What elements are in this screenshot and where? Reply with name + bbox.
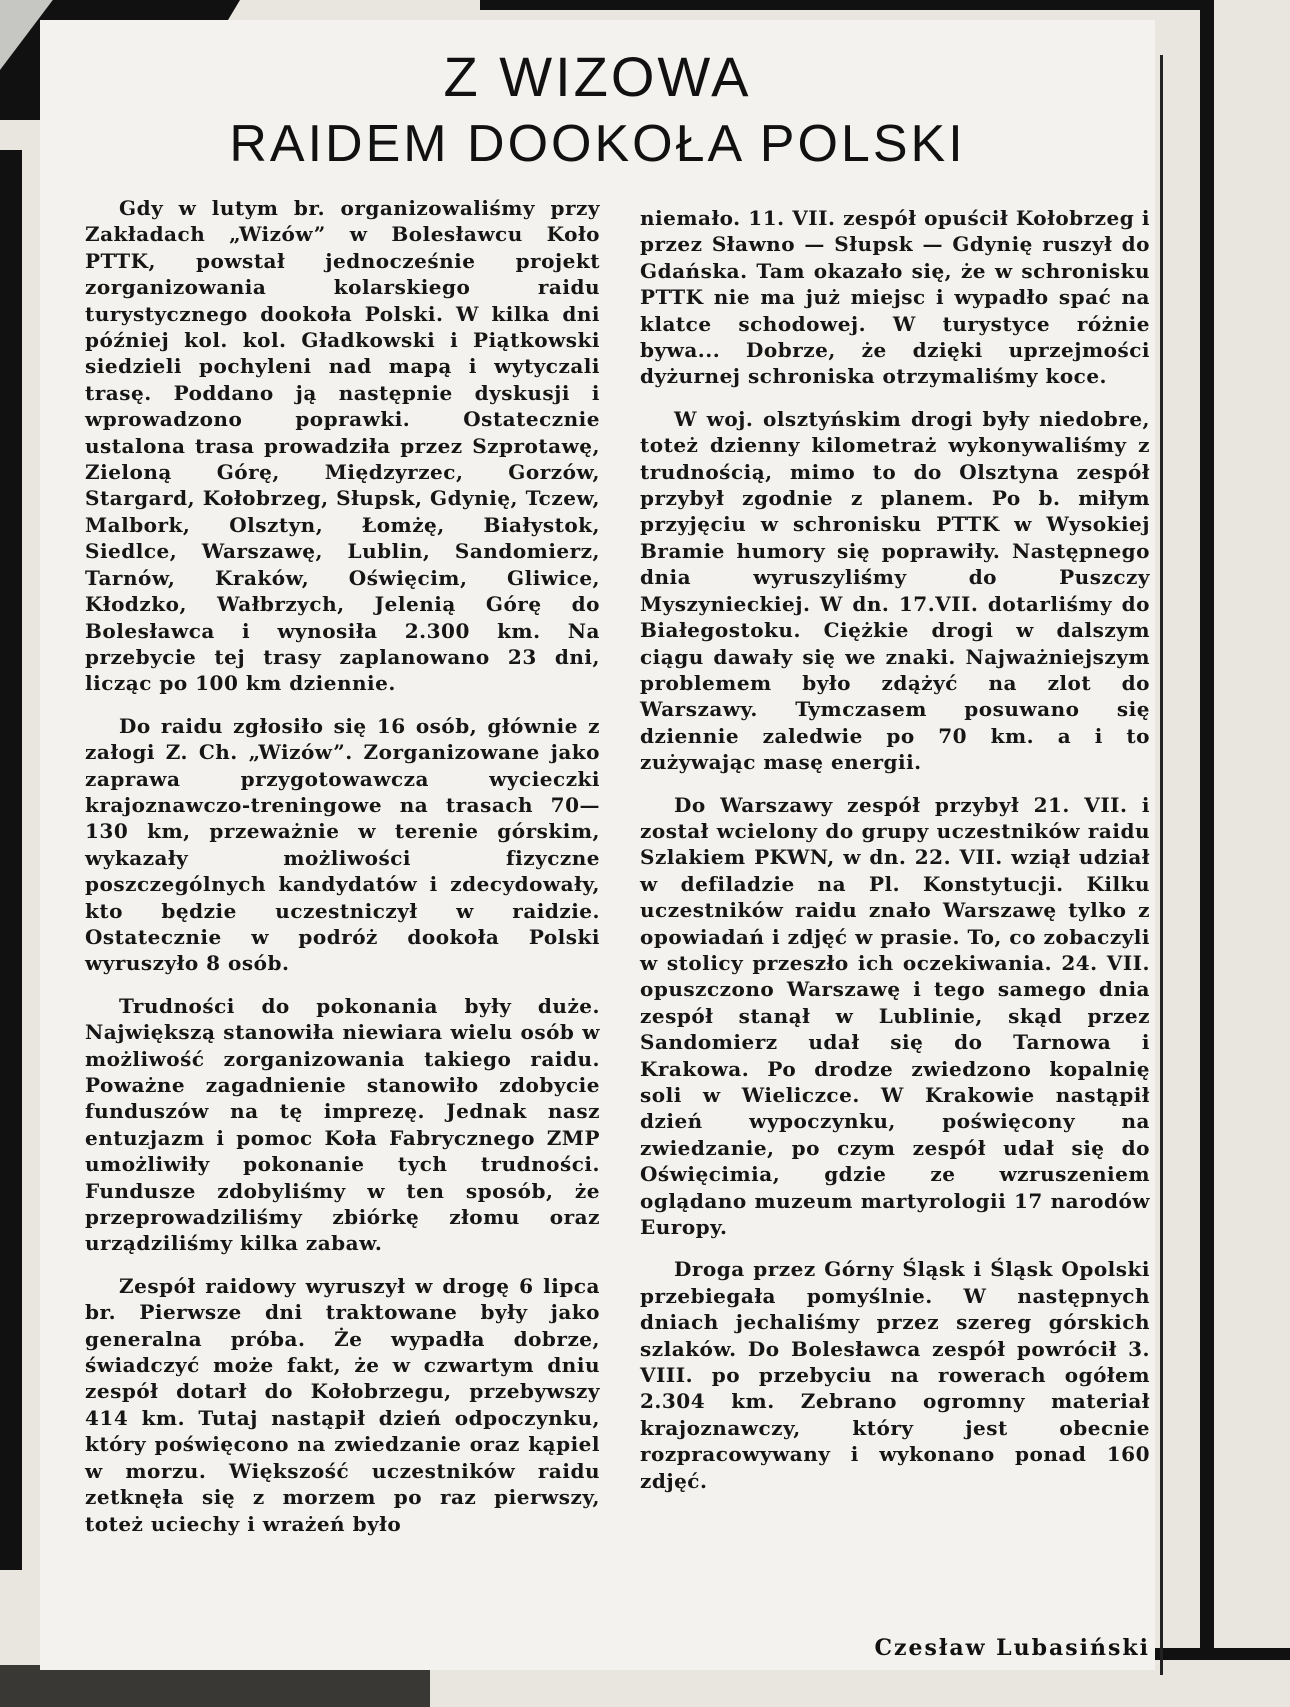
page-border-top [480,0,1210,10]
photo-strip-bottom [0,1665,430,1707]
paragraph: W woj. olsztyńskim drogi były niedobre, toteż dzienny kilometraż wykonywaliśmy z trudnością, mimo to do Olsztyna zespół przybył zgodnie z planem. Po b. miłym przyjęciu w schronisku PTTK w Wysokiej Bramie humory się poprawiły. Następnego dnia wyruszyliśmy do Puszczy Myszynieckiej. W dn. 17.VII. dotarliśmy do Białegostoku. Ciężkie drogi w dalszym ciągu dawały się we znaki. Najważniejszym problemem było zdążyć na zlot do Warszawy. Tymczasem posuwano się dziennie zaledwie po 70 km. a i to zużywając masę energii. [640,406,1150,775]
paragraph: Do Warszawy zespół przybył 21. VII. i został wcielony do grupy uczestników raidu Szlakiem PKWN, w dn. 22. VII. wziął udział w defiladzie na Pl. Konstytucji. Kilku uczestników raidu znało Warszawę tylko z opowiadań i zdjęć w prasie. To, co zobaczyli w stolicy przeszło ich oczekiwania. 24. VII. opuszczono Warszawę i tego samego dnia zespół stanął w Lublinie, skąd przez Sandomierz udał się do Tarnowa i Krakowa. Po drodze zwiedzono kopalnię soli w Wieliczce. W Krakowie nastąpił dzień wypoczynku, poświęcony na zwiedzanie, po czym zespół udał się do Oświęcimia, gdzie ze wzruszeniem oglądano muzeum martyrologii 17 narodów Europy. [640,792,1150,1240]
page-border-left [0,150,22,1570]
paragraph: Zespół raidowy wyruszył w drogę 6 lipca br. Pierwsze dni traktowane były jako generalna próba. Że wypadła dobrze, świadczyć może fakt, że w czwartym dniu zespół dotarł do Kołobrzegu, przebywszy 414 km. Tutaj nastąpił dzień odpoczynku, który poświęcono na zwiedzanie oraz kąpiel w morzu. Większość uczestników raidu zetknęła się z morzem po raz pierwszy, toteż uciechy i wrażeń było [85,1273,600,1536]
article-column-right [640,205,1150,1510]
paragraph: Trudności do pokonania były duże. Największą stanowiła niewiara wielu osób w możliwość zorganizowania takiego raidu. Poważne zagadnienie stanowiło zdobycie funduszów na tę imprezę. Jednak nasz entuzjazm i pomoc Koła Fabrycznego ZMP umożliwiły pokonanie tych trudności. Fundusze zdobyliśmy w ten sposób, że przeprowadziliśmy zbiórkę złomu oraz urządziliśmy kilka zabaw. [85,993,600,1256]
title-line-2: RAIDEM DOOKOŁA POLSKI [229,115,966,173]
title-line-1: Z WIZOWA [443,45,752,108]
paragraph: Droga przez Górny Śląsk i Śląsk Opolski przebiegała pomyślnie. W następnych dniach jechaliśmy przez szereg górskich szlaków. Do Bolesławca zespół powrócił 3. VIII. po przebyciu na rowerach ogółem 2.304 km. Zebrano ogromny materiał krajoznawczy, który jest obecnie rozpracowywany i wykonano ponad 160 zdjęć. [640,1257,1150,1493]
paragraph: niemało. 11. VII. zespół opuścił Kołobrzeg i przez Sławno — Słupsk — Gdynię ruszył do Gdańska. Tam okazało się, że w schronisku PTTK nie ma już miejsc i wypadło spać na klatce schodowej. W turystyce różnie bywa... Dobrze, że dzięki uprzejmości dyżurnej schroniska otrzymaliśmy koce. [640,206,1150,389]
paragraph: Do raidu zgłosiło się 16 osób, głównie z załogi Z. Ch. „Wizów”. Zorganizowane jako zaprawa przygotowawcza wycieczki krajoznawczo-treningowe na trasach 70—130 km, przeważnie w terenie górskim, wykazały możliwości fizyczne poszczególnych kandydatów i zdecydowały, kto będzie uczestniczył w raidzie. Ostatecznie w podróż dookoła Polski wyruszyło 8 osób. [85,713,600,976]
article-column-left [85,195,600,1553]
author-signature: Czesław Lubasiński [874,1635,1150,1661]
page-border-right [1200,0,1214,1660]
newspaper-clipping [40,20,1155,1670]
article-title [40,45,1155,179]
column-rule-right [1160,55,1163,1675]
paragraph: Gdy w lutym br. organizowaliśmy przy Zakładach „Wizów” w Bolesławcu Koło PTTK, powstał jednocześnie projekt zorganizowania kolarskiego raidu turystycznego dookoła Polski. W kilka dni później kol. kol. Gładkowski i Piątkowski siedzieli pochyleni nad mapą i wytyczali trasę. Poddano ją następnie dyskusji i wprowadzono poprawki. Ostatecznie ustalona trasa prowadziła przez Szprotawę, Zieloną Górę, Międzyrzec, Gorzów, Stargard, Kołobrzeg, Słupsk, Gdynię, Tczew, Malbork, Olsztyn, Łomżę, Białystok, Siedlce, Warszawę, Lublin, Sandomierz, Tarnów, Kraków, Oświęcim, Gliwice, Kłodzko, Wałbrzych, Jelenią Górę do Bolesławca i wynosiła 2.300 km. Na przebycie tej trasy zaplanowano 23 dni, licząc po 100 km dziennie. [85,196,600,696]
